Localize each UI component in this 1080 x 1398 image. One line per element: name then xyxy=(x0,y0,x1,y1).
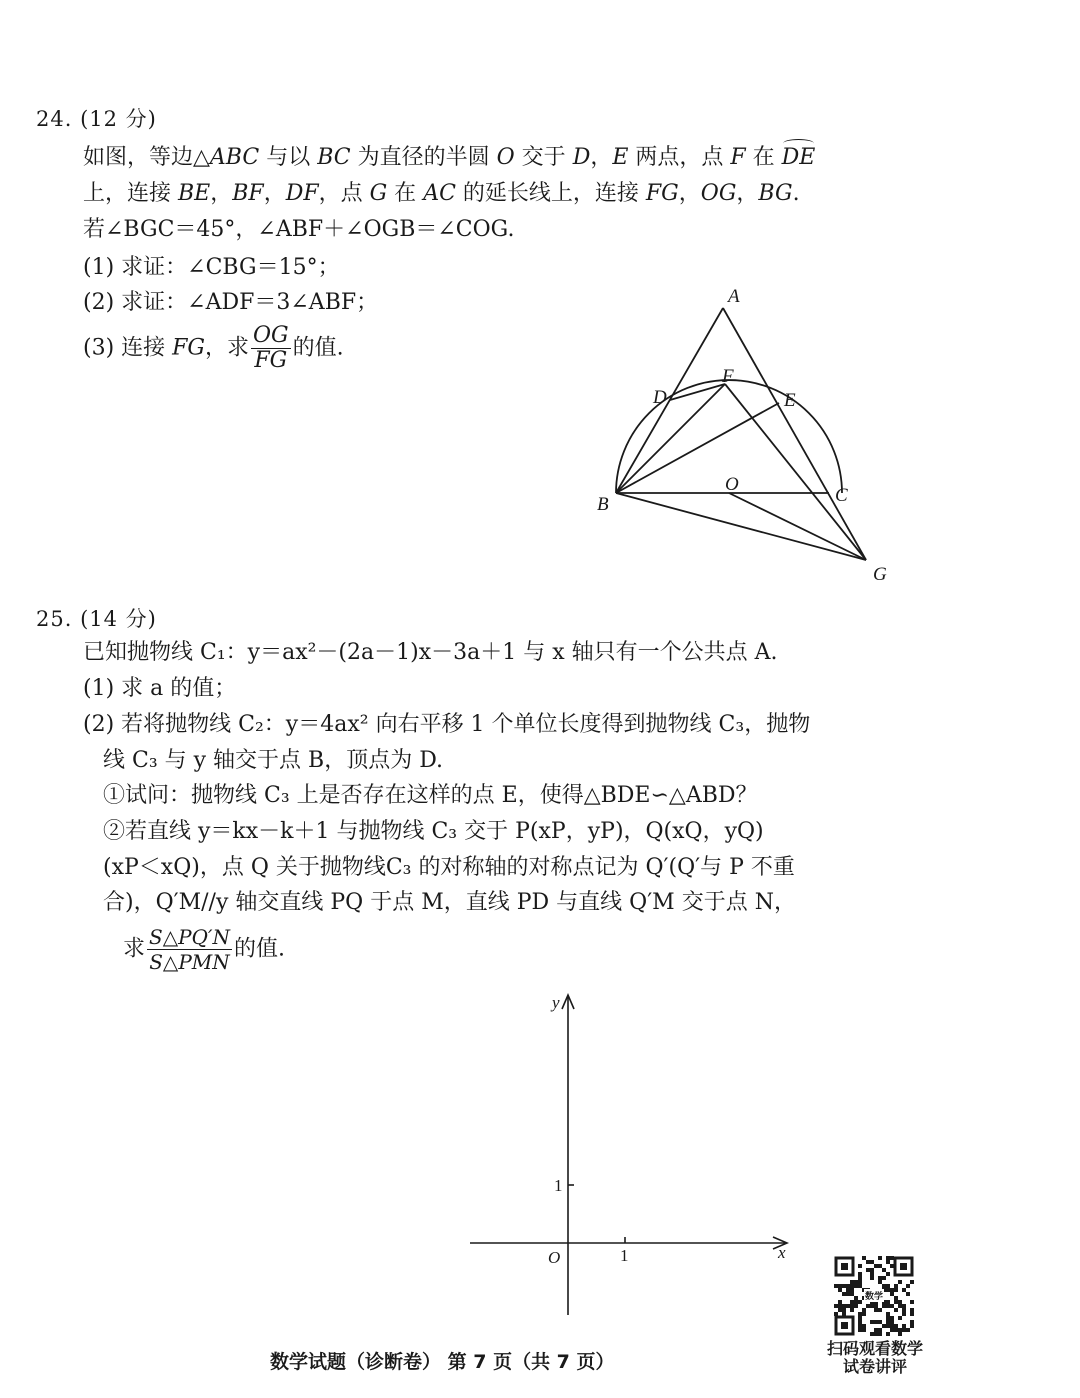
x-tick-label-1: 1 xyxy=(620,1246,629,1265)
q24-p3-text-b: ，求 xyxy=(205,335,250,361)
q25-points: (14 分) xyxy=(80,607,157,631)
q24-l2-ac: AC xyxy=(423,181,456,206)
q25-part2-a: (2) 若将抛物线 C₂：y＝4ax² 向右平移 1 个单位长度得到抛物线 C₃，抛物 xyxy=(83,712,811,737)
label-o: O xyxy=(725,474,739,495)
q25-axes xyxy=(460,985,800,1325)
q24-l2-text-d: ，点 xyxy=(318,181,370,206)
q24-l1-text-a: 如图，等边△ xyxy=(83,145,210,170)
q24-fraction xyxy=(251,324,291,373)
qr-caption-line2: 试卷讲评 xyxy=(842,1357,907,1376)
q24-p3-text-a: (3) 连接 xyxy=(83,335,173,361)
axis-label-x: x xyxy=(778,1243,786,1262)
q24-l1-text-f: 两点，点 xyxy=(628,145,731,170)
q25-s2d-text-b: 的值. xyxy=(234,936,285,962)
segment-ag xyxy=(723,308,866,560)
q24-l1-e: E xyxy=(612,145,629,170)
q24-number: 24. xyxy=(36,107,73,131)
q25-line1: 已知抛物线 C₁：y＝ax²－(2a－1)x－3a＋1 与 x 轴只有一个公共点 A. xyxy=(83,640,778,665)
label-e: E xyxy=(784,390,796,411)
qr-caption-line1: 扫码观看数学 xyxy=(826,1339,923,1358)
label-d: D xyxy=(653,387,667,408)
q24-l2-text-a: 上，连接 xyxy=(83,181,178,206)
y-tick-label-1: 1 xyxy=(554,1176,563,1195)
label-c: C xyxy=(835,485,848,506)
q24-l2-text-j: . xyxy=(792,181,800,206)
segment-be xyxy=(616,403,779,493)
q24-l2-text-b: ， xyxy=(210,181,233,206)
q24-l1-d: D xyxy=(572,145,591,170)
q24-l2-text-e: 在 xyxy=(387,181,424,206)
q24-l2-text-i: ， xyxy=(736,181,759,206)
label-a: A xyxy=(728,286,740,307)
q24-header xyxy=(36,103,157,133)
q25-part2-b: 线 C₃ 与 y 轴交于点 B，顶点为 D. xyxy=(103,748,444,773)
q24-arc-de: DE xyxy=(782,142,816,174)
q24-line2 xyxy=(83,178,800,210)
q25-sub1: ①试问：抛物线 C₃ 上是否存在这样的点 E，使得△BDE∽△ABD？ xyxy=(103,783,758,808)
page-footer: 数学试题（诊断卷） 第 7 页（共 7 页） xyxy=(270,1351,615,1373)
q24-l1-text-g: 在 xyxy=(745,145,782,170)
label-f: F xyxy=(722,366,734,387)
q25-fraction-den: S△PMN xyxy=(149,950,230,974)
q24-l2-g: G xyxy=(369,181,388,206)
q24-l2-bf: BF xyxy=(232,181,264,206)
q24-l1-f: F xyxy=(730,145,746,170)
q24-l1-text-c: 为直径的半圆 xyxy=(350,145,497,170)
q24-part1: (1) 求证：∠CBG＝15°； xyxy=(83,255,340,280)
q25-number: 25. xyxy=(36,607,73,631)
q24-l2-fg: FG xyxy=(645,181,679,206)
qr-code-image xyxy=(834,1256,914,1336)
q24-l2-be: BE xyxy=(178,181,211,206)
q24-fraction-den: FG xyxy=(254,348,288,373)
q24-p3-text-c: 的值. xyxy=(292,335,344,361)
q24-l1-abc: ABC xyxy=(209,145,260,170)
q25-fraction-num: S△PQ′N xyxy=(149,925,230,949)
q24-part3 xyxy=(83,324,344,373)
qr-code[interactable] xyxy=(834,1256,914,1336)
q25-part1: (1) 求 a 的值； xyxy=(83,676,237,701)
q24-line1 xyxy=(83,142,815,174)
q24-l2-text-h: ， xyxy=(678,181,701,206)
qr-center-text: 数学 xyxy=(864,1292,884,1302)
q24-l2-text-c: ， xyxy=(263,181,286,206)
origin-label: O xyxy=(548,1248,561,1267)
q24-l1-bc: BC xyxy=(317,145,351,170)
q24-l1-text-d: 交于 xyxy=(514,145,573,170)
q25-fraction xyxy=(147,925,232,974)
q24-line3: 若∠BGC＝45°，∠ABF＋∠OGB＝∠COG. xyxy=(83,217,515,242)
segment-bg xyxy=(616,493,866,560)
label-b: B xyxy=(597,494,609,515)
q25-sub2-d xyxy=(123,925,285,974)
q24-part2: (2) 求证：∠ADF＝3∠ABF； xyxy=(83,290,379,315)
q24-points: (12 分) xyxy=(80,107,157,131)
q24-l2-og: OG xyxy=(700,181,737,206)
axis-label-y: y xyxy=(552,993,560,1012)
q25-header xyxy=(36,603,157,633)
q24-figure xyxy=(580,280,910,590)
label-g: G xyxy=(873,564,887,585)
segment-ab xyxy=(616,308,723,493)
q25-sub2-a: ②若直线 y＝kx－k＋1 与抛物线 C₃ 交于 P(xP，yP)，Q(xQ，yQ) xyxy=(103,819,764,844)
q24-l2-text-f: 的延长线上，连接 xyxy=(455,181,646,206)
q24-l2-df: DF xyxy=(285,181,319,206)
q24-l1-text-e: ， xyxy=(590,145,613,170)
qr-caption xyxy=(816,1340,934,1376)
q24-l1-text-b: 与以 xyxy=(259,145,318,170)
q25-sub2-c: 合)，Q′M//y 轴交直线 PQ 于点 M，直线 PD 与直线 Q′M 交于点 N， xyxy=(103,890,796,915)
q24-l2-bg: BG xyxy=(758,181,793,206)
q24-p3-fg: FG xyxy=(172,335,205,361)
q25-s2d-text-a: 求 xyxy=(123,936,146,962)
q24-l1-o: O xyxy=(496,145,515,170)
q25-sub2-b: (xP＜xQ)，点 Q 关于抛物线C₃ 的对称轴的对称点记为 Q′(Q′与 P 不重 xyxy=(103,855,795,880)
q24-fraction-num: OG xyxy=(253,323,289,348)
